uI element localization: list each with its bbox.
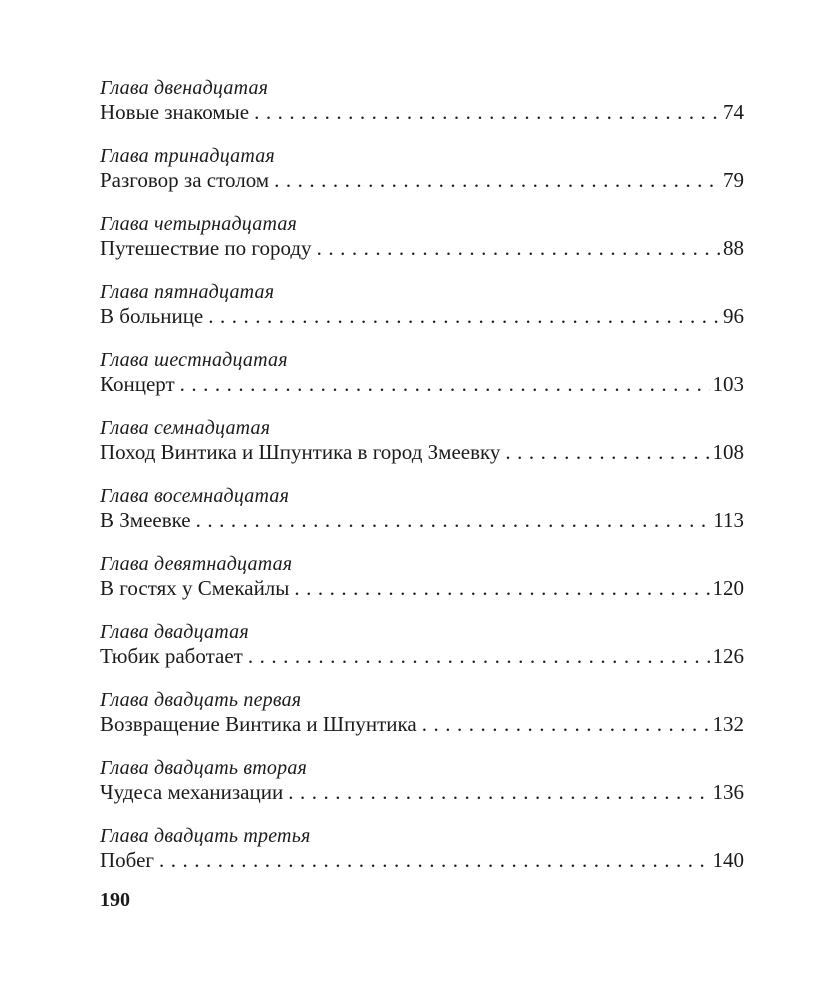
toc-entry — [100, 144, 744, 192]
dot-leader — [317, 236, 720, 260]
toc-title-line — [100, 304, 744, 328]
chapter-title: Путешествие по городу — [100, 236, 312, 260]
toc-title-line — [100, 644, 744, 668]
toc-entry — [100, 824, 744, 872]
chapter-heading: Глава семнадцатая — [100, 417, 271, 439]
toc-entry — [100, 484, 744, 532]
toc-title-line — [100, 780, 744, 804]
dot-leader — [180, 372, 710, 396]
toc-entry — [100, 756, 744, 804]
dot-leader — [505, 440, 709, 464]
chapter-page-number: 74 — [723, 100, 744, 124]
chapter-title: Поход Винтика и Шпунтика в город Змеевку — [100, 440, 501, 464]
toc-title-line — [100, 372, 744, 396]
dot-leader — [208, 304, 720, 328]
chapter-page-number: 96 — [723, 304, 744, 328]
chapter-title: В Змеевке — [100, 508, 191, 532]
toc-title-line — [100, 100, 744, 124]
toc-entry — [100, 348, 744, 396]
chapter-heading: Глава восемнадцатая — [100, 485, 290, 507]
chapter-page-number: 132 — [712, 712, 744, 736]
dot-leader — [274, 168, 720, 192]
chapter-page-number: 113 — [713, 508, 744, 532]
dot-leader — [288, 780, 709, 804]
chapter-heading: Глава шестнадцатая — [100, 349, 288, 371]
toc-title-line — [100, 848, 744, 872]
chapter-page-number: 126 — [712, 644, 744, 668]
toc-entry — [100, 280, 744, 328]
chapter-page-number: 140 — [712, 848, 744, 872]
dot-leader — [196, 508, 711, 532]
toc-title-line — [100, 236, 744, 260]
chapter-title: Возвращение Винтика и Шпунтика — [100, 712, 417, 736]
dot-leader — [159, 848, 709, 872]
chapter-title: В больнице — [100, 304, 204, 328]
chapter-title: Побег — [100, 848, 155, 872]
toc-title-line — [100, 168, 744, 192]
table-of-contents — [100, 76, 744, 892]
toc-entry — [100, 620, 744, 668]
chapter-page-number: 120 — [712, 576, 744, 600]
chapter-heading: Глава четырнадцатая — [100, 213, 298, 235]
chapter-heading: Глава двенадцатая — [100, 77, 269, 99]
chapter-page-number: 88 — [723, 236, 744, 260]
chapter-page-number: 108 — [712, 440, 744, 464]
chapter-heading: Глава двадцать вторая — [100, 757, 308, 779]
chapter-title: В гостях у Смекайлы — [100, 576, 290, 600]
chapter-heading: Глава пятнадцатая — [100, 281, 275, 303]
toc-entry — [100, 212, 744, 260]
toc-title-line — [100, 712, 744, 736]
chapter-title: Концерт — [100, 372, 175, 396]
toc-entry — [100, 688, 744, 736]
chapter-page-number: 136 — [712, 780, 744, 804]
toc-title-line — [100, 440, 744, 464]
page-number: 190 — [100, 889, 130, 911]
toc-entry — [100, 76, 744, 124]
toc-entry — [100, 416, 744, 464]
chapter-heading: Глава двадцать третья — [100, 825, 311, 847]
dot-leader — [254, 100, 720, 124]
dot-leader — [248, 644, 710, 668]
toc-title-line — [100, 508, 744, 532]
chapter-heading: Глава двадцатая — [100, 621, 249, 643]
chapter-title: Тюбик работает — [100, 644, 243, 668]
chapter-heading: Глава девятнадцатая — [100, 553, 293, 575]
chapter-title: Чудеса механизации — [100, 780, 284, 804]
chapter-heading: Глава тринадцатая — [100, 145, 275, 167]
chapter-heading: Глава двадцать первая — [100, 689, 302, 711]
chapter-page-number: 103 — [712, 372, 744, 396]
dot-leader — [422, 712, 710, 736]
chapter-title: Разговор за столом — [100, 168, 270, 192]
toc-title-line — [100, 576, 744, 600]
toc-entry — [100, 552, 744, 600]
chapter-title: Новые знакомые — [100, 100, 250, 124]
dot-leader — [294, 576, 709, 600]
chapter-page-number: 79 — [723, 168, 744, 192]
